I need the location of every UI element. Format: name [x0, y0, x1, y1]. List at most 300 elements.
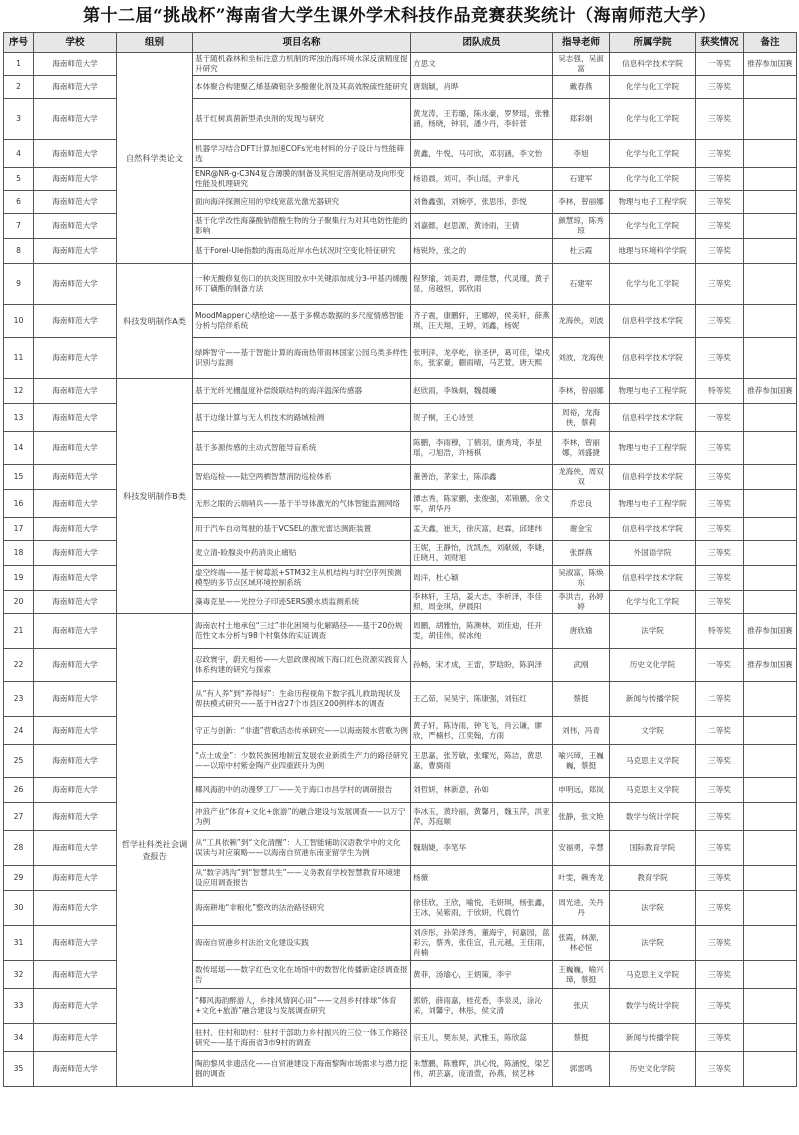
cell-advisor: 蔡挺	[553, 682, 610, 717]
cell-note	[744, 866, 797, 891]
cell-team: 徐佳欣，王欣，喻悦，毛妍琪，杨张鑫，王冰，吴紫雨，于欣妍，代晨竹	[411, 891, 553, 926]
cell-college: 化学与化工学院	[610, 76, 696, 99]
cell-team: 黄龙涛，王若璐，陈永豪，罗梦瑶，张雅涵，杨晓，钟羽，潘少丹，李轩菅	[411, 99, 553, 140]
cell-project: MoodMapper心绪绘途——基于多模态数据的多尺度情感智能分析与陪伴系统	[193, 305, 411, 338]
cell-number: 27	[4, 803, 34, 831]
cell-advisor: 武刚	[553, 649, 610, 682]
cell-college: 数学与统计学院	[610, 803, 696, 831]
cell-number: 35	[4, 1052, 34, 1087]
cell-team: 孟天鑫，崔天，徐庆富，赵霖，邱建纬	[411, 518, 553, 541]
cell-award: 三等奖	[696, 518, 744, 541]
cell-team: 程梦瑜，刘美君，谭佳慧，代灵瑾，黄子显，房越恒，郭欣雨	[411, 264, 553, 305]
cell-project: 忍政寰宇，蔚天相传——大思政课视域下海口红色资源实践育人体系构建的研究与探索	[193, 649, 411, 682]
cell-project: 椰风海韵中的动漫梦工厂——关于海口市昌学村的调研报告	[193, 778, 411, 803]
cell-note	[744, 338, 797, 379]
cell-project: 海南自贸港乡村法治文化建设实践	[193, 926, 411, 961]
cell-number: 22	[4, 649, 34, 682]
cell-number: 10	[4, 305, 34, 338]
cell-school: 海南师范大学	[34, 541, 117, 566]
cell-award: 三等奖	[696, 745, 744, 778]
cell-award: 三等奖	[696, 239, 744, 264]
cell-advisor: 张静，张文艳	[553, 803, 610, 831]
cell-number: 6	[4, 191, 34, 214]
cell-award: 二等奖	[696, 717, 744, 745]
cell-school: 海南师范大学	[34, 1052, 117, 1087]
cell-advisor: 周光进，关丹丹	[553, 891, 610, 926]
cell-advisor: 谢金宝	[553, 518, 610, 541]
cell-team: 李林轩，王培，姜大志，李析泽，李佳照，周金琪，伊晨阳	[411, 591, 553, 614]
cell-project: 基于光纤光栅温度补偿级联结构的海洋温深传感器	[193, 379, 411, 404]
cell-note	[744, 76, 797, 99]
cell-number: 3	[4, 99, 34, 140]
cell-school: 海南师范大学	[34, 682, 117, 717]
cell-project: 智焰巡检——陆空两栖智慧消防巡检体系	[193, 465, 411, 490]
cell-advisor: 申明远，郑岚	[553, 778, 610, 803]
cell-team: 黄鑫，牛悦，马可欣，邓羽涵，李文怡	[411, 140, 553, 168]
cell-school: 海南师范大学	[34, 404, 117, 432]
cell-advisor: 乔忠良	[553, 490, 610, 518]
cell-advisor: 唐欣瑜	[553, 614, 610, 649]
cell-advisor: 吴淑富，陈焕东	[553, 566, 610, 591]
cell-project: 基于边缘计算与无人机技术的路域检测	[193, 404, 411, 432]
cell-college: 国际教育学院	[610, 831, 696, 866]
cell-advisor: 张群燕	[553, 541, 610, 566]
cell-advisor: 李林，曾丽娜	[553, 379, 610, 404]
cell-number: 4	[4, 140, 34, 168]
cell-college: 马克思主义学院	[610, 778, 696, 803]
cell-award: 一等奖	[696, 53, 744, 76]
cell-note	[744, 140, 797, 168]
cell-college: 信息科学技术学院	[610, 404, 696, 432]
cell-college: 物理与电子工程学院	[610, 191, 696, 214]
cell-school: 海南师范大学	[34, 591, 117, 614]
cell-team: 王妮，王静怡，沈凯杰，刘献媛，李婕，汪晓月，刘财旭	[411, 541, 553, 566]
cell-team: 陈鹏，李雨穆，丁鹤羽，康秀琦，李星瑶，刁旭浩，许杨棋	[411, 432, 553, 465]
cell-school: 海南师范大学	[34, 717, 117, 745]
cell-team: 王乙茹，吴昊宇，陈康强，刘钰红	[411, 682, 553, 717]
cell-college: 信息科学技术学院	[610, 53, 696, 76]
cell-note	[744, 305, 797, 338]
cell-note	[744, 591, 797, 614]
cell-college: 化学与化工学院	[610, 264, 696, 305]
cell-advisor: 龙海侠，刘波	[553, 305, 610, 338]
cell-note	[744, 465, 797, 490]
cell-college: 法学院	[610, 926, 696, 961]
cell-advisor: 张庆	[553, 989, 610, 1024]
cell-team: 刘彦彤，孙荣泽秀，董海宇，何嘉园，蓝彩云，蔡秀，张佳宜，孔元越，王佳雨，肖楠	[411, 926, 553, 961]
cell-team: 王思嘉，张芳敏，张耀光，陈洁，黄思嘉，曹旖雨	[411, 745, 553, 778]
cell-advisor: 杜云霞	[553, 239, 610, 264]
cell-college: 化学与化工学院	[610, 99, 696, 140]
cell-note: 推荐参加国赛	[744, 379, 797, 404]
cell-school: 海南师范大学	[34, 140, 117, 168]
cell-number: 15	[4, 465, 34, 490]
cell-college: 数学与统计学院	[610, 989, 696, 1024]
header-cell: 备注	[744, 33, 797, 53]
cell-award: 三等奖	[696, 168, 744, 191]
cell-college: 化学与化工学院	[610, 591, 696, 614]
cell-school: 海南师范大学	[34, 53, 117, 76]
cell-project: 陶韵黎风非遗活化——自贸港建设下海南黎陶市场需求与潜力挖掘的调查	[193, 1052, 411, 1087]
cell-school: 海南师范大学	[34, 305, 117, 338]
cell-school: 海南师范大学	[34, 99, 117, 140]
cell-number: 2	[4, 76, 34, 99]
cell-college: 物理与电子工程学院	[610, 432, 696, 465]
header-cell: 团队成员	[411, 33, 553, 53]
cell-number: 13	[4, 404, 34, 432]
cell-school: 海南师范大学	[34, 831, 117, 866]
cell-award: 三等奖	[696, 191, 744, 214]
cell-school: 海南师范大学	[34, 989, 117, 1024]
cell-college: 文学院	[610, 717, 696, 745]
cell-number: 17	[4, 518, 34, 541]
cell-team: 朱慧鹏，陈雅晖，洪心悦，陈涵悦，梁艺伟，胡芸嘉，庞清萱，孙燕，侯艺林	[411, 1052, 553, 1087]
cell-project: 海南耕地“非粮化”整改的法治路径研究	[193, 891, 411, 926]
cell-award: 三等奖	[696, 305, 744, 338]
cell-project: ENR@NR-g-C3N4复合薄膜的制备及其恒定溶剂驱动及向形变性能及机理研究	[193, 168, 411, 191]
cell-note	[744, 891, 797, 926]
cell-team: 齐子震，康鹏轩，王娜婷，侯美轩，薛燕琪，汪天翔，王婷，刘鑫，杨妮	[411, 305, 553, 338]
cell-project: 从“工具依赖”到“文化清醒”：人工智能辅助汉语教学中的文化误读与对应策略——以海南自贸港东南亚留学生为例	[193, 831, 411, 866]
cell-note	[744, 566, 797, 591]
cell-school: 海南师范大学	[34, 866, 117, 891]
cell-team: 魏瑞婕，李笔华	[411, 831, 553, 866]
cell-school: 海南师范大学	[34, 926, 117, 961]
cell-college: 外国语学院	[610, 541, 696, 566]
cell-college: 信息科学技术学院	[610, 465, 696, 490]
cell-project: 一种无酸修复伤口的抗炎医用胶水中关键添加成分3-甲基丙烯酸环丁磺酯的制备方法	[193, 264, 411, 305]
cell-team: 刘鲁鑫强，刘婉亭，张思彤，彭悦	[411, 191, 553, 214]
cell-note	[744, 404, 797, 432]
cell-number: 5	[4, 168, 34, 191]
cell-college: 信息科学技术学院	[610, 566, 696, 591]
cell-school: 海南师范大学	[34, 264, 117, 305]
cell-award: 三等奖	[696, 432, 744, 465]
cell-team: 刘嘉懿，赵思源，黄诗雨，王倩	[411, 214, 553, 239]
cell-award: 三等奖	[696, 214, 744, 239]
cell-note	[744, 682, 797, 717]
cell-project: 藻毒克星——光控分子印迹SERS膜水质监测系统	[193, 591, 411, 614]
table-row	[4, 379, 797, 404]
cell-project: 本体聚合构建聚乙烯基磷钼杂多酸催化剂及其高效脱硫性能研究	[193, 76, 411, 99]
cell-project: 麦立清-睑腺炎中药消炎止痛贴	[193, 541, 411, 566]
cell-team: 李冰玉，黄玲丽，黄馨月，魏玉萍，洪亚萍，苏庭顺	[411, 803, 553, 831]
cell-award: 三等奖	[696, 989, 744, 1024]
cell-note	[744, 168, 797, 191]
cell-number: 26	[4, 778, 34, 803]
cell-award: 三等奖	[696, 926, 744, 961]
cell-note	[744, 1024, 797, 1052]
awards-table	[3, 32, 797, 1087]
cell-team: 周洋，杜心颖	[411, 566, 553, 591]
cell-project: 从“有人养”到“养得好”：生命历程视角下数字孤儿救助现状及帮扶模式研究——基于H省27个市县区200例样本的调查	[193, 682, 411, 717]
cell-team: 周鹏，胡雅怡，陈澳林，刘佳迪，任开雯，胡佳伟，侯冰纯	[411, 614, 553, 649]
cell-school: 海南师范大学	[34, 239, 117, 264]
cell-school: 海南师范大学	[34, 566, 117, 591]
cell-school: 海南师范大学	[34, 168, 117, 191]
cell-note	[744, 490, 797, 518]
cell-school: 海南师范大学	[34, 961, 117, 989]
cell-school: 海南师范大学	[34, 490, 117, 518]
cell-advisor: 安福勇，辛慧	[553, 831, 610, 866]
cell-note	[744, 778, 797, 803]
cell-team: 赵欣雨，李姝炯，魏晨曦	[411, 379, 553, 404]
cell-advisor: 周裕，龙海侠，蔡莉	[553, 404, 610, 432]
cell-group: 自然科学类论文	[117, 53, 193, 264]
cell-team: 杨薇	[411, 866, 553, 891]
cell-number: 32	[4, 961, 34, 989]
cell-advisor: 李林，曾丽娜，刘盛捷	[553, 432, 610, 465]
header-cell: 项目名称	[193, 33, 411, 53]
cell-school: 海南师范大学	[34, 518, 117, 541]
page-title: 第十二届“挑战杯”海南省大学生课外学术科技作品竞赛获奖统计（海南师范大学）	[82, 6, 717, 26]
cell-number: 25	[4, 745, 34, 778]
cell-number: 7	[4, 214, 34, 239]
cell-team: 董善治，茅家士，陈添鑫	[411, 465, 553, 490]
cell-number: 11	[4, 338, 34, 379]
cell-college: 化学与化工学院	[610, 168, 696, 191]
cell-project: 冲浪产业“体育+文化+旅游”的融合建设与发展调查——以万宁为例	[193, 803, 411, 831]
cell-advisor: 刘伟，冯青	[553, 717, 610, 745]
cell-college: 新闻与传播学院	[610, 1024, 696, 1052]
cell-college: 化学与化工学院	[610, 140, 696, 168]
cell-project: “点土成金”：少数民族困地制宜发展农业新质生产力的路径研究——以琼中村紫金陶产业四重跃升为例	[193, 745, 411, 778]
cell-group: 科技发明制作B类	[117, 379, 193, 614]
cell-team: 杨锐羚，张之的	[411, 239, 553, 264]
header-cell: 学校	[34, 33, 117, 53]
cell-school: 海南师范大学	[34, 432, 117, 465]
cell-college: 历史文化学院	[610, 1052, 696, 1087]
cell-project: 面向海洋探测应用的窄线宽蓝光激光器研究	[193, 191, 411, 214]
cell-school: 海南师范大学	[34, 76, 117, 99]
cell-award: 三等奖	[696, 264, 744, 305]
cell-project: 基于随机森林和坐标注意力机制的珲浊治海环境水深反演精度提升研究	[193, 53, 411, 76]
cell-project: 绿眸智守——基于智能计算的海南热带雨林国家公园乌类多样性识别与监测	[193, 338, 411, 379]
cell-advisor: 石建军	[553, 168, 610, 191]
cell-note	[744, 1052, 797, 1087]
cell-project: 机器学习结合DFT计算加速COFs光电材料的分子设计与性能筛选	[193, 140, 411, 168]
cell-project: 基于Forel-Ule指数的海南岛近岸水色状况时空变化特征研究	[193, 239, 411, 264]
cell-note	[744, 214, 797, 239]
cell-school: 海南师范大学	[34, 778, 117, 803]
cell-note: 推荐参加国赛	[744, 649, 797, 682]
cell-school: 海南师范大学	[34, 1024, 117, 1052]
cell-award: 三等奖	[696, 961, 744, 989]
header-cell: 获奖情况	[696, 33, 744, 53]
cell-award: 一等奖	[696, 649, 744, 682]
cell-number: 21	[4, 614, 34, 649]
cell-number: 14	[4, 432, 34, 465]
cell-advisor: 李洪吉，孙婷婷	[553, 591, 610, 614]
cell-award: 特等奖	[696, 379, 744, 404]
cell-team: 方思文	[411, 53, 553, 76]
cell-award: 三等奖	[696, 1052, 744, 1087]
cell-school: 海南师范大学	[34, 803, 117, 831]
cell-advisor: 王巍巍，喻兴璋，蔡挺	[553, 961, 610, 989]
cell-team: 唐瑞颖，肖晔	[411, 76, 553, 99]
cell-note	[744, 518, 797, 541]
cell-advisor: 吴志强，吴淑富	[553, 53, 610, 76]
cell-number: 31	[4, 926, 34, 961]
cell-team: 孙畅，宋才成，王雷，罗晗盼，陈润泽	[411, 649, 553, 682]
cell-team: 张明洋，龙亭屹，徐圣伊，葛可佳，梁戌东，张家豪，蒯雨晴，马艺萱，唐天熙	[411, 338, 553, 379]
cell-note	[744, 926, 797, 961]
cell-number: 34	[4, 1024, 34, 1052]
cell-school: 海南师范大学	[34, 745, 117, 778]
cell-college: 历史文化学院	[610, 649, 696, 682]
cell-note	[744, 989, 797, 1024]
cell-advisor: 郭雷鸣	[553, 1052, 610, 1087]
cell-advisor: 喻兴璋，王巍巍，蔡挺	[553, 745, 610, 778]
cell-project: 驻村、住村和助村：驻村干部助力乡村振兴的三位一体工作路径研究——基于海南省3市9村的调查	[193, 1024, 411, 1052]
header-cell: 所属学院	[610, 33, 696, 53]
cell-note: 推荐参加国赛	[744, 614, 797, 649]
cell-number: 33	[4, 989, 34, 1024]
cell-project: “椰风海韵醉游人，乡排风情润心田”——文昌乡村排球“体育+文化+旅游”融合建设与发展调查研究	[193, 989, 411, 1024]
cell-school: 海南师范大学	[34, 191, 117, 214]
cell-advisor: 石建军	[553, 264, 610, 305]
cell-college: 信息科学技术学院	[610, 338, 696, 379]
cell-advisor: 龙海侠，周双双	[553, 465, 610, 490]
header-cell: 指导老师	[553, 33, 610, 53]
cell-group: 哲学社科类社会调查报告	[117, 614, 193, 1087]
cell-award: 三等奖	[696, 831, 744, 866]
cell-college: 新闻与传播学院	[610, 682, 696, 717]
cell-project: 从“数字鸿沟”到“智慧共生”——义务教育学校智慧教育环境建设应用调查报告	[193, 866, 411, 891]
header-row	[4, 33, 797, 53]
cell-award: 三等奖	[696, 778, 744, 803]
cell-advisor: 叶雯，赖秀龙	[553, 866, 610, 891]
cell-award: 二等奖	[696, 682, 744, 717]
cell-advisor: 蔡挺	[553, 1024, 610, 1052]
cell-advisor: 李旭	[553, 140, 610, 168]
cell-number: 9	[4, 264, 34, 305]
cell-award: 三等奖	[696, 465, 744, 490]
cell-team: 黄子轩，陈诗雨，钟飞飞，肖云谦，廖欣，严楠杉，江奕翰，方雨	[411, 717, 553, 745]
cell-team: 黄菲，汤瑜心，王炳策，李宇	[411, 961, 553, 989]
cell-college: 法学院	[610, 891, 696, 926]
cell-advisor: 刘波，龙海侠	[553, 338, 610, 379]
cell-note	[744, 264, 797, 305]
cell-school: 海南师范大学	[34, 649, 117, 682]
cell-school: 海南师范大学	[34, 614, 117, 649]
cell-note	[744, 99, 797, 140]
cell-team: 谭志秀，陈家鹏，张俊强，邓锦鹏，余文军，胡华丹	[411, 490, 553, 518]
cell-note	[744, 803, 797, 831]
cell-college: 教育学院	[610, 866, 696, 891]
cell-award: 特等奖	[696, 614, 744, 649]
cell-award: 三等奖	[696, 99, 744, 140]
cell-project: 守正与创新：“非遗”营歌活态传承研究——以海南陵水营歌为例	[193, 717, 411, 745]
cell-project: 基于化学改性海藻酸钠蓿酸生物的分子聚集行为对其电防性能的影响	[193, 214, 411, 239]
cell-award: 三等奖	[696, 1024, 744, 1052]
cell-project: 海南农村土地承包“三过”非化困境与化解路径——基于20份规范性文本分析与98个村集体的实证调查	[193, 614, 411, 649]
cell-number: 16	[4, 490, 34, 518]
cell-award: 一等奖	[696, 404, 744, 432]
cell-advisor: 张霞，林源，林必恒	[553, 926, 610, 961]
cell-note	[744, 745, 797, 778]
cell-college: 马克思主义学院	[610, 961, 696, 989]
cell-note	[744, 432, 797, 465]
cell-award: 三等奖	[696, 140, 744, 168]
cell-number: 30	[4, 891, 34, 926]
cell-note: 推荐参加国赛	[744, 53, 797, 76]
cell-number: 24	[4, 717, 34, 745]
cell-team: 贺子桐，王心诗昱	[411, 404, 553, 432]
cell-college: 信息科学技术学院	[610, 305, 696, 338]
cell-award: 三等奖	[696, 76, 744, 99]
cell-number: 1	[4, 53, 34, 76]
cell-project: 虚空终端——基于树莓派+STM32主从机结构与时空序列预测模型的多节点区域环境控制系统	[193, 566, 411, 591]
cell-advisor: 戴春燕	[553, 76, 610, 99]
cell-note	[744, 961, 797, 989]
header-cell: 序号	[4, 33, 34, 53]
cell-award: 三等奖	[696, 338, 744, 379]
cell-number: 12	[4, 379, 34, 404]
table-row	[4, 614, 797, 649]
cell-number: 8	[4, 239, 34, 264]
cell-award: 三等奖	[696, 803, 744, 831]
cell-college: 地理与环境科学学院	[610, 239, 696, 264]
cell-number: 29	[4, 866, 34, 891]
cell-group: 科技发明制作A类	[117, 264, 193, 379]
cell-project: 数传瑶瑶——数字红色文化在场馆中的数智化传播新途径调查报告	[193, 961, 411, 989]
cell-award: 三等奖	[696, 490, 744, 518]
cell-advisor: 颜慧琼，陈秀琼	[553, 214, 610, 239]
cell-project: 基于多源传感的主动式智能导盲系统	[193, 432, 411, 465]
cell-school: 海南师范大学	[34, 338, 117, 379]
cell-school: 海南师范大学	[34, 379, 117, 404]
cell-college: 马克思主义学院	[610, 745, 696, 778]
cell-advisor: 郑彩娟	[553, 99, 610, 140]
cell-award: 三等奖	[696, 541, 744, 566]
cell-note	[744, 717, 797, 745]
cell-school: 海南师范大学	[34, 214, 117, 239]
cell-team: 郭娇，薛雨嘉，桂花香，李泉灵，涂沁采，刘馨宇，林彤，侯文清	[411, 989, 553, 1024]
cell-college: 物理与电子工程学院	[610, 490, 696, 518]
cell-number: 19	[4, 566, 34, 591]
cell-team: 宗玉儿，樊东昊，武雅玉，陈欣蕊	[411, 1024, 553, 1052]
cell-award: 三等奖	[696, 891, 744, 926]
cell-school: 海南师范大学	[34, 891, 117, 926]
cell-note	[744, 239, 797, 264]
cell-team: 刘哲妍，林新意，孙如	[411, 778, 553, 803]
cell-college: 化学与化工学院	[610, 214, 696, 239]
cell-note	[744, 541, 797, 566]
cell-award: 三等奖	[696, 566, 744, 591]
cell-project: 无形之眼的云端哨兵——基于半导体激光的气体智能监测网络	[193, 490, 411, 518]
cell-advisor: 李林，曾丽娜	[553, 191, 610, 214]
cell-college: 物理与电子工程学院	[610, 379, 696, 404]
table-row	[4, 264, 797, 305]
cell-number: 28	[4, 831, 34, 866]
cell-college: 信息科学技术学院	[610, 518, 696, 541]
table-row	[4, 53, 797, 76]
cell-award: 三等奖	[696, 591, 744, 614]
cell-note	[744, 831, 797, 866]
cell-college: 法学院	[610, 614, 696, 649]
header-cell: 组别	[117, 33, 193, 53]
cell-team: 杨语晨，刘可，李山瑶，尹非凡	[411, 168, 553, 191]
cell-project: 基于红树真菌新型杀虫剂的发现与研究	[193, 99, 411, 140]
cell-award: 三等奖	[696, 866, 744, 891]
cell-note	[744, 191, 797, 214]
cell-number: 23	[4, 682, 34, 717]
cell-project: 用于汽车自动驾驶的基于VCSEL的激光雷达测距装置	[193, 518, 411, 541]
cell-school: 海南师范大学	[34, 465, 117, 490]
cell-number: 20	[4, 591, 34, 614]
cell-number: 18	[4, 541, 34, 566]
